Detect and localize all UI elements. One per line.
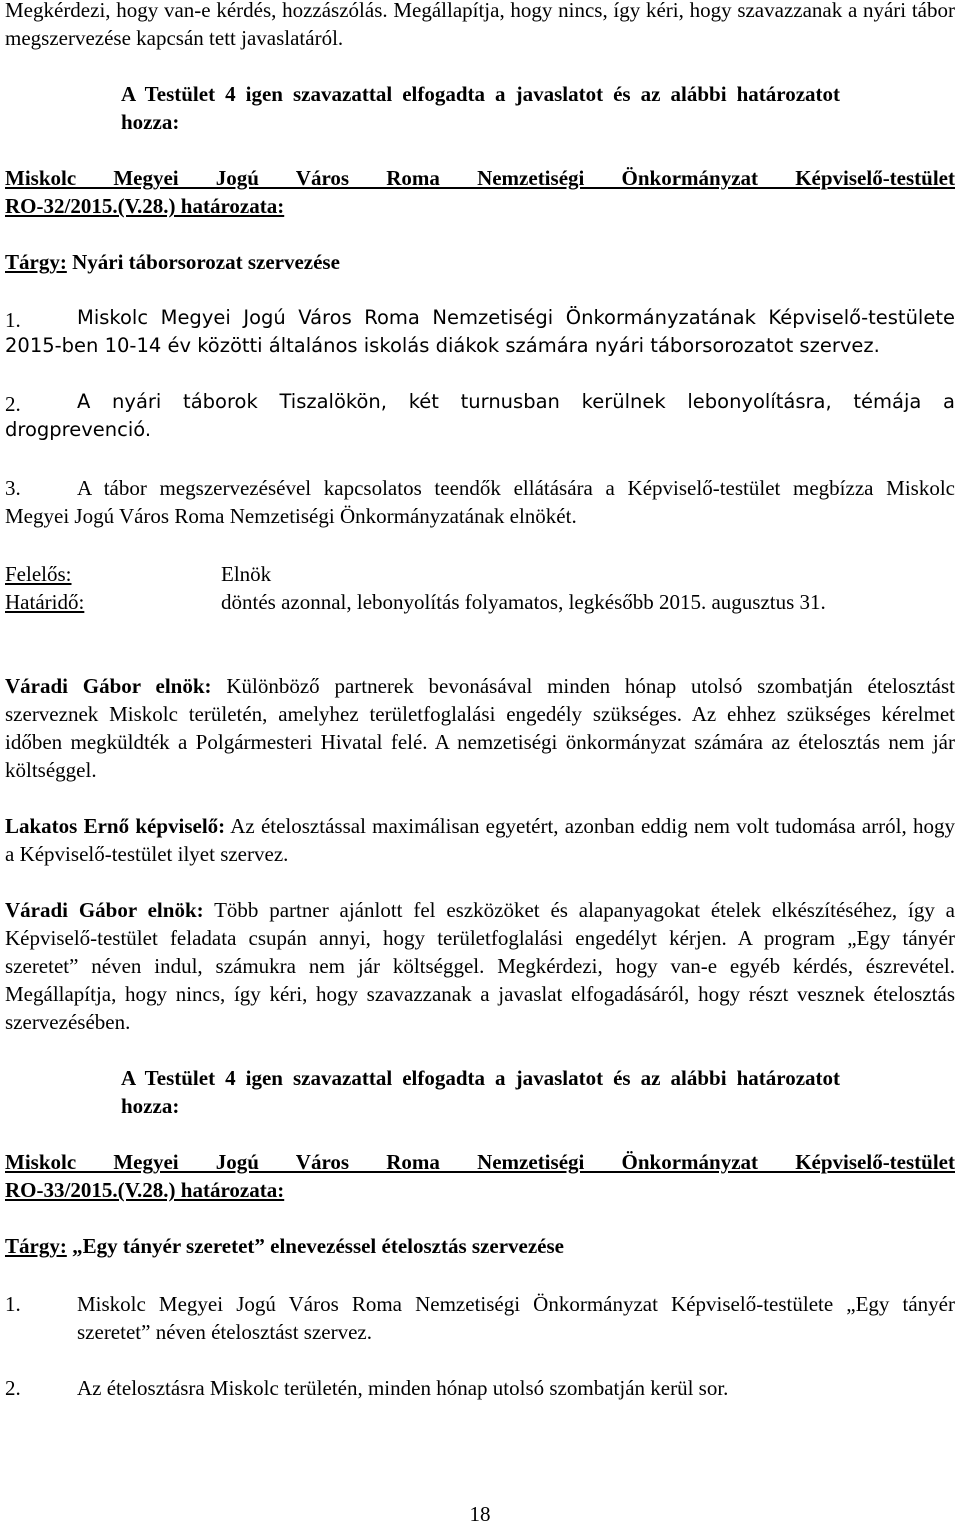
responsibility-table bbox=[5, 560, 955, 616]
subject-line bbox=[5, 1232, 955, 1260]
subject-label: Tárgy: bbox=[5, 1234, 67, 1258]
item-number: 1. bbox=[5, 308, 21, 332]
item-text: A nyári táborok Tiszalökön, két turnusban kerülnek lebonyolításra, témája a drogprevenció. bbox=[5, 390, 955, 441]
speaker: Váradi Gábor elnök: bbox=[5, 674, 212, 698]
resolution-heading bbox=[5, 1148, 955, 1204]
item-text: Miskolc Megyei Jogú Város Roma Nemzetiségi Önkormányzatának Képviselő-testülete 2015-ben 10-14 év közötti általános iskolás diákok számára nyári táborsorozatot szervez. bbox=[5, 306, 955, 357]
vote-statement: A Testület 4 igen szavazattal elfogadta a javaslatot és az alábbi határozatot hozza: bbox=[121, 1066, 840, 1118]
speaker: Lakatos Ernő képviselő: bbox=[5, 814, 226, 838]
responsible-label: Felelős: bbox=[5, 562, 72, 586]
item-number: 3. bbox=[5, 476, 21, 500]
item-number: 2. bbox=[5, 1376, 21, 1400]
subject-text: Nyári táborsorozat szervezése bbox=[72, 250, 340, 274]
item-number: 1. bbox=[5, 1292, 21, 1316]
page-number: 18 bbox=[469, 1502, 491, 1526]
item-text: Az ételosztásra Miskolc területén, minden hónap utolsó szombatján kerül sor. bbox=[77, 1376, 729, 1400]
resolution-heading bbox=[5, 164, 955, 220]
resolution-item bbox=[5, 1290, 955, 1346]
discussion-paragraph bbox=[5, 896, 955, 1036]
subject-line bbox=[5, 248, 955, 276]
resolution-number: RO-33/2015.(V.28.) határozata: bbox=[5, 1178, 285, 1202]
intro-paragraph: Megkérdezi, hogy van-e kérdés, hozzászólás. Megállapítja, hogy nincs, így kéri, hogy szavazzanak a nyári tábor megszervezése kapcsán tett javaslatáról. bbox=[5, 0, 955, 50]
item-number: 2. bbox=[5, 392, 21, 416]
resolution-number: RO-32/2015.(V.28.) határozata: bbox=[5, 194, 285, 218]
deadline-row bbox=[5, 588, 955, 616]
resolution-title: Miskolc Megyei Jogú Város Roma Nemzetiségi Önkormányzat Képviselő-testület bbox=[5, 166, 955, 190]
speech: Különböző partnerek bevonásával minden hónap utolsó szombatján ételosztást szerveznek Miskolc területén, amelyhez területfoglalási engedély szükséges. Az ehhez szükséges kérelmet időben megküldték a Polgármesteri Hivatal felé. A nemzetiségi önkormányzat számára az ételosztás nem jár költséggel. bbox=[5, 674, 956, 782]
speech: Több partner ajánlott fel eszközöket és alapanyagokat ételek elkészítéséhez, így a Képviselő-testület feladata csupán annyi, hogy területfoglalási engedélyt kérjen. A program „Egy tányér szeretet” néven indul, számukra nem jár költséggel. Megkérdezi, hogy van-e egyéb kérdés, észrevétel. Megállapítja, hogy nincs, így kéri, hogy szavazzanak a javaslat elfogadásáról, hogy részt vesznek ételosztás szervezésében. bbox=[5, 898, 955, 1034]
deadline-label: Határidő: bbox=[5, 590, 85, 614]
discussion-paragraph bbox=[5, 812, 955, 868]
resolution-title: Miskolc Megyei Jogú Város Roma Nemzetiségi Önkormányzat Képviselő-testület bbox=[5, 1150, 955, 1174]
responsible-value: Elnök bbox=[221, 562, 272, 586]
subject-label: Tárgy: bbox=[5, 250, 67, 274]
speech: Az ételosztással maximálisan egyetért, azonban eddig nem volt tudomása arról, hogy a Képviselő-testület ilyet szervez. bbox=[5, 814, 955, 866]
item-text: A tábor megszervezésével kapcsolatos teendők ellátására a Képviselő-testület megbízza Miskolc Megyei Jogú Város Roma Nemzetiségi Önkormányzatának elnökét. bbox=[5, 476, 955, 528]
subject-text: „Egy tányér szeretet” elnevezéssel ételosztás szervezése bbox=[72, 1234, 564, 1258]
deadline-value: döntés azonnal, lebonyolítás folyamatos, legkésőbb 2015. augusztus 31. bbox=[221, 590, 826, 614]
speaker: Váradi Gábor elnök: bbox=[5, 898, 204, 922]
discussion-paragraph bbox=[5, 672, 955, 784]
vote-statement: A Testület 4 igen szavazattal elfogadta a javaslatot és az alábbi határozatot hozza: bbox=[121, 82, 840, 134]
resolution-item bbox=[5, 1374, 955, 1402]
item-text: Miskolc Megyei Jogú Város Roma Nemzetiségi Önkormányzat Képviselő-testülete „Egy tányér szeretet” néven ételosztást szervez. bbox=[77, 1292, 955, 1344]
responsible-row bbox=[5, 560, 955, 588]
